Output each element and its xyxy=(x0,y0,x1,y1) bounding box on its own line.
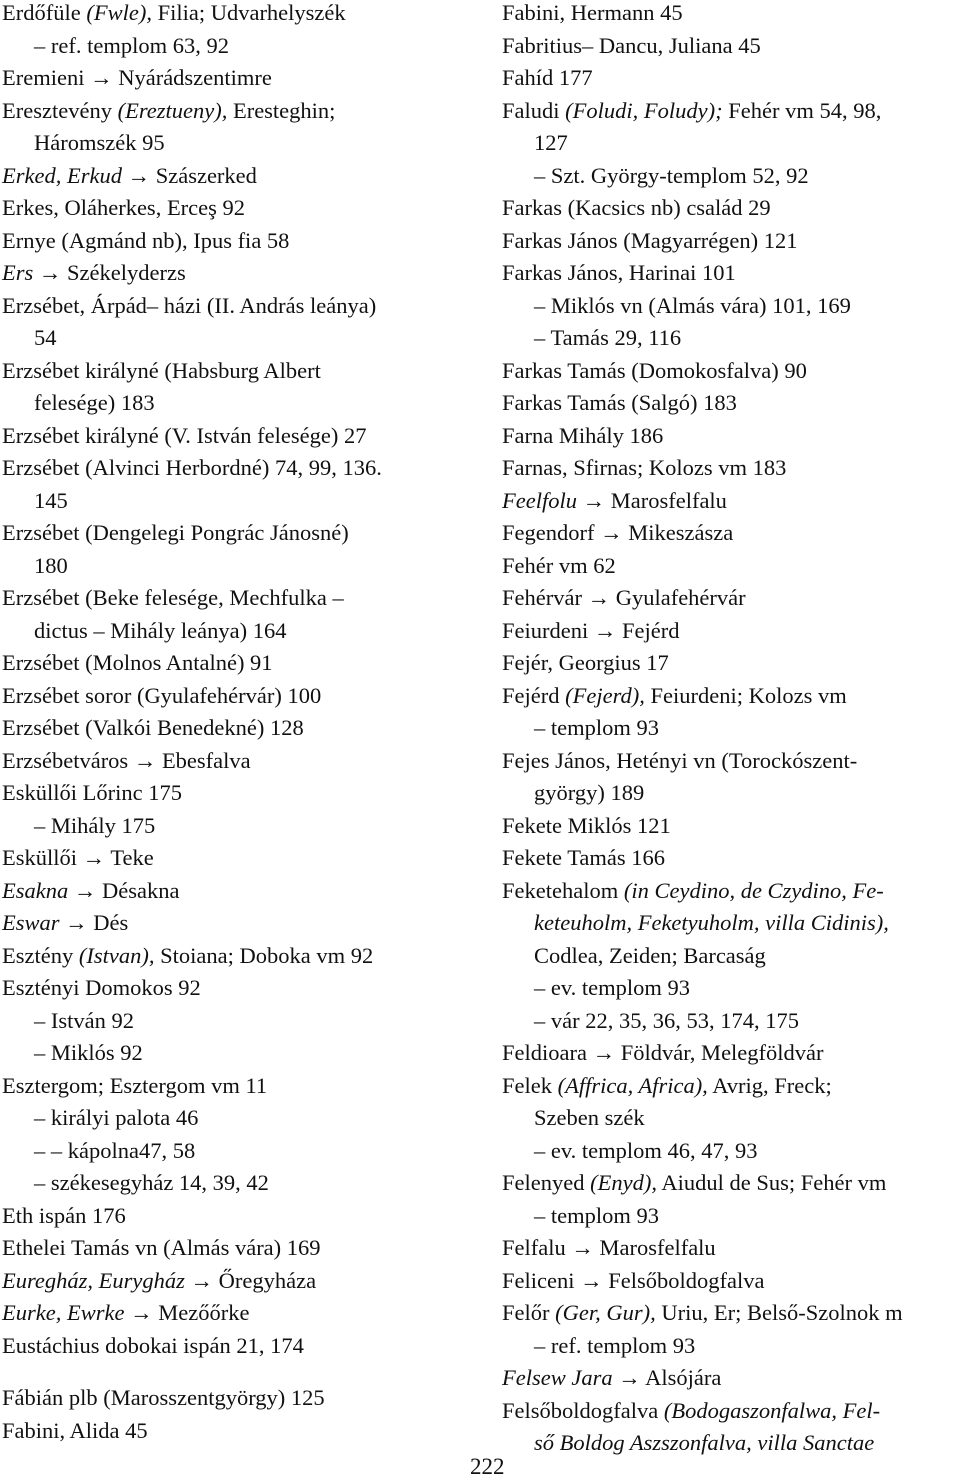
entry-text-italic: (Enyd), xyxy=(590,1170,657,1195)
index-entry-line xyxy=(502,813,958,846)
entry-text-italic: Euregház, Eurygház xyxy=(2,1267,185,1293)
entry-text: – István 92 xyxy=(34,1007,134,1033)
index-entry-line xyxy=(2,228,482,261)
index-entry-line xyxy=(2,715,482,748)
entry-text: Erzsébetváros → Ebesfalva xyxy=(2,747,251,773)
entry-text-italic: (Istvan), xyxy=(78,942,155,968)
entry-text: Fejérd xyxy=(502,682,566,708)
index-column-right xyxy=(502,0,958,1463)
entry-text: 145 xyxy=(34,487,68,513)
index-entry-line xyxy=(502,228,958,261)
entry-text: Aiudul de Sus; Fehér vm xyxy=(656,1170,887,1195)
entry-text: Farkas Tamás (Domokosfalva) 90 xyxy=(502,357,807,383)
entry-text-italic: Feelfolu xyxy=(502,487,577,513)
entry-text: Feiurdeni; Kolozs vm xyxy=(644,682,847,708)
index-entry-line xyxy=(502,520,958,553)
index-entry-line xyxy=(502,1430,958,1463)
index-entry-line xyxy=(502,1300,958,1333)
index-entry-line xyxy=(2,1333,482,1366)
entry-text: Esztergom; Esztergom vm 11 xyxy=(2,1072,268,1098)
entry-text: Erzsébet (Valkói Benedekné) 128 xyxy=(2,715,304,740)
entry-text: Avrig, Freck; xyxy=(707,1072,832,1098)
index-entry-line xyxy=(2,1385,482,1418)
index-entry-line xyxy=(2,1418,482,1451)
index-entry-line xyxy=(2,455,482,488)
entry-text: Háromszék 95 xyxy=(34,130,165,155)
entry-text: Farkas (Kacsics nb) család 29 xyxy=(502,195,771,220)
index-entry-line xyxy=(502,293,958,326)
entry-text: Fabini, Alida 45 xyxy=(2,1417,148,1443)
entry-text: Felőr xyxy=(502,1300,556,1325)
entry-text: Erzsébet királyné (V. István felesége) 27 xyxy=(2,422,367,448)
index-entry-line xyxy=(502,683,958,716)
entry-text: Fehér vm 62 xyxy=(502,552,616,578)
entry-text: Farkas János, Harinai 101 xyxy=(502,260,736,285)
entry-text-italic: (Fejerd), xyxy=(565,682,645,708)
entry-text-italic: Ers xyxy=(2,260,34,285)
index-entry-line xyxy=(2,780,482,813)
index-entry-line xyxy=(502,748,958,781)
entry-text: – Miklós vn (Almás vára) 101, 169 xyxy=(534,292,851,318)
entry-text: Felfalu → Marosfelfalu xyxy=(502,1235,716,1260)
index-entry-line xyxy=(502,1333,958,1366)
entry-text: Feketehalom xyxy=(502,877,624,903)
entry-text: Szeben szék xyxy=(534,1105,645,1130)
index-entry-line xyxy=(502,1138,958,1171)
entry-text: Erzsébet soror (Gyulafehérvár) 100 xyxy=(2,682,322,708)
index-entry-line xyxy=(502,0,958,33)
entry-text: → Szászerked xyxy=(121,162,257,188)
index-entry-line xyxy=(2,943,482,976)
entry-text: → Székelyderzs xyxy=(33,260,186,285)
index-entry-line xyxy=(502,1268,958,1301)
index-entry-line xyxy=(502,975,958,1008)
entry-text-italic: Eswar xyxy=(2,910,60,935)
index-entry-line xyxy=(2,650,482,683)
entry-text: Fekete Tamás 166 xyxy=(502,845,665,870)
index-entry-line xyxy=(2,65,482,98)
entry-text: Fegendorf → Mikeszásza xyxy=(502,520,734,545)
index-entry-line xyxy=(2,195,482,228)
entry-text: Ethelei Tamás vn (Almás vára) 169 xyxy=(2,1235,321,1260)
index-entry-line xyxy=(2,878,482,911)
entry-text-italic: (Affrica, Africa), xyxy=(557,1072,708,1098)
index-entry-line xyxy=(2,260,482,293)
entry-text: Esküllői Lőrinc 175 xyxy=(2,780,182,805)
index-entry-line xyxy=(502,1008,958,1041)
index-entry-line xyxy=(2,163,482,196)
index-entry-line xyxy=(502,163,958,196)
index-entry-line xyxy=(2,293,482,326)
entry-text: Felenyed xyxy=(502,1170,591,1195)
index-entry-line xyxy=(2,975,482,1008)
index-entry-line xyxy=(2,423,482,456)
index-entry-line xyxy=(2,130,482,163)
entry-text: felesége) 183 xyxy=(34,390,155,415)
entry-text: Feiurdeni → Fejérd xyxy=(502,617,680,643)
entry-text: Fejes János, Hetényi vn (Torockószent- xyxy=(502,747,858,773)
entry-text: Eremieni → Nyárádszentimre xyxy=(2,65,272,90)
entry-text: – székesegyház 14, 39, 42 xyxy=(34,1170,269,1195)
index-entry-line xyxy=(2,98,482,131)
index-entry-line xyxy=(2,813,482,846)
entry-text-italic: Eurke, Ewrke xyxy=(2,1300,125,1325)
index-entry-line xyxy=(2,488,482,521)
entry-text: – ev. templom 46, 47, 93 xyxy=(534,1137,758,1163)
entry-text: dictus – Mihály leánya) 164 xyxy=(34,617,287,643)
index-entry-line xyxy=(2,0,482,33)
entry-text: Eresteghin; xyxy=(227,97,336,123)
index-entry-line xyxy=(502,1040,958,1073)
index-entry-line xyxy=(2,1105,482,1138)
entry-text: Felek xyxy=(502,1072,558,1098)
index-entry-line xyxy=(502,1203,958,1236)
entry-text-italic: (Fwle), xyxy=(86,0,152,25)
index-entry-line xyxy=(502,423,958,456)
index-entry-line xyxy=(502,1398,958,1431)
entry-text: Stoiana; Doboka vm 92 xyxy=(154,942,374,968)
index-entry-line xyxy=(502,325,958,358)
index-entry-line xyxy=(2,1170,482,1203)
index-entry-line xyxy=(502,65,958,98)
entry-text-italic: (in Ceydino, de Czydino, Fe- xyxy=(623,877,884,903)
entry-text: Erdőfüle xyxy=(2,0,87,25)
entry-text: Fábián plb (Marosszentgyörgy) 125 xyxy=(2,1385,325,1410)
index-entry-line xyxy=(2,618,482,651)
index-entry-line xyxy=(2,1008,482,1041)
index-entry-line xyxy=(502,130,958,163)
entry-text: 54 xyxy=(34,325,57,350)
entry-text: → Őregyháza xyxy=(184,1267,317,1293)
index-column-left xyxy=(2,0,482,1450)
entry-text: Codlea, Zeiden; Barcaság xyxy=(534,942,766,968)
index-entry-line xyxy=(502,1170,958,1203)
entry-text: Feldioara → Földvár, Melegföldvár xyxy=(502,1040,824,1065)
entry-text: Erzsébet (Beke felesége, Mechfulka – xyxy=(2,585,344,610)
index-entry-line xyxy=(2,1300,482,1333)
entry-text: – Tamás 29, 116 xyxy=(534,325,682,350)
index-entry-line xyxy=(502,488,958,521)
index-entry-line xyxy=(2,845,482,878)
page-number: 222 xyxy=(470,1454,505,1479)
entry-text: Farkas Tamás (Salgó) 183 xyxy=(502,390,737,415)
entry-text: → Marosfelfalu xyxy=(576,487,727,513)
index-entry-line xyxy=(502,943,958,976)
entry-text: Fehérvár → Gyulafehérvár xyxy=(502,585,746,610)
entry-text: Eresztevény xyxy=(2,97,118,123)
entry-text-italic: Felsew Jara xyxy=(502,1365,613,1390)
entry-text: Esztényi Domokos 92 xyxy=(2,975,201,1000)
index-entry-line xyxy=(502,553,958,586)
entry-text: Faludi xyxy=(502,97,566,123)
entry-text-italic: Erked, Erkud xyxy=(2,162,122,188)
index-entry-line xyxy=(502,1365,958,1398)
entry-text: 127 xyxy=(534,130,568,155)
entry-text: Feliceni → Felsőboldogfalva xyxy=(502,1267,765,1293)
index-entry-line xyxy=(2,683,482,716)
entry-text: Fekete Miklós 121 xyxy=(502,812,671,838)
index-entry-line xyxy=(502,390,958,423)
entry-text: Esztény xyxy=(2,942,79,968)
index-entry-line xyxy=(2,390,482,423)
entry-text-italic: (Bodogaszonfalwa, Fel- xyxy=(663,1397,881,1423)
entry-text: Farkas János (Magyarrégen) 121 xyxy=(502,227,798,253)
entry-text: Farnas, Sfirnas; Kolozs vm 183 xyxy=(502,455,787,480)
entry-text: – Miklós 92 xyxy=(34,1040,143,1065)
index-entry-line xyxy=(2,1268,482,1301)
entry-text: Felsőboldogfalva xyxy=(502,1397,664,1423)
index-entry-line xyxy=(502,358,958,391)
index-entry-line xyxy=(2,1235,482,1268)
index-entry-line xyxy=(502,260,958,293)
entry-text: Erzsébet (Molnos Antalné) 91 xyxy=(2,650,273,675)
entry-text: → Dés xyxy=(59,910,129,935)
entry-text: – Szt. György-templom 52, 92 xyxy=(534,162,809,188)
index-entry-line xyxy=(502,780,958,813)
entry-text: – ev. templom 93 xyxy=(534,975,691,1000)
entry-text: Ernye (Agmánd nb), Ipus fia 58 xyxy=(2,227,290,253)
entry-text: Farna Mihály 186 xyxy=(502,422,664,448)
entry-text: – ref. templom 93 xyxy=(534,1332,696,1358)
index-entry-line xyxy=(2,325,482,358)
entry-text-italic: (Foludi, Foludy); xyxy=(565,97,723,123)
entry-text-italic: (Ereztueny), xyxy=(117,97,228,123)
entry-text-italic: Esakna xyxy=(2,877,69,903)
entry-text: → Alsójára xyxy=(612,1365,722,1390)
index-entry-line xyxy=(502,618,958,651)
entry-text: Eustáchius dobokai ispán 21, 174 xyxy=(2,1332,304,1358)
entry-text: Erzsébet királyné (Habsburg Albert xyxy=(2,357,321,383)
entry-text: györgy) 189 xyxy=(534,780,645,805)
index-entry-line xyxy=(502,1235,958,1268)
entry-text: → Mezőőrke xyxy=(124,1300,250,1325)
index-entry-line xyxy=(502,98,958,131)
index-entry-line xyxy=(502,195,958,228)
index-entry-line xyxy=(502,585,958,618)
entry-text: – templom 93 xyxy=(534,715,659,740)
index-entry-line xyxy=(502,33,958,66)
index-entry-line xyxy=(2,910,482,943)
entry-text: Esküllői → Teke xyxy=(2,845,154,870)
entry-text: Filia; Udvarhelyszék xyxy=(151,0,346,25)
index-entry-line xyxy=(2,33,482,66)
index-entry-line xyxy=(2,358,482,391)
entry-text: Erkes, Oláherkes, Erceş 92 xyxy=(2,195,246,220)
entry-text: Fabini, Hermann 45 xyxy=(502,0,683,25)
entry-text: Fabritius– Dancu, Juliana 45 xyxy=(502,32,761,58)
index-entry-line xyxy=(502,455,958,488)
index-entry-line xyxy=(2,553,482,586)
index-entry-line xyxy=(502,1073,958,1106)
index-entry-line xyxy=(502,1105,958,1138)
entry-text: 180 xyxy=(34,552,68,578)
index-entry-line xyxy=(2,1203,482,1236)
entry-text: – vár 22, 35, 36, 53, 174, 175 xyxy=(534,1007,799,1033)
index-entry-line xyxy=(502,878,958,911)
index-entry-line xyxy=(502,910,958,943)
entry-text: Fehér vm 54, 98, xyxy=(722,97,882,123)
index-entry-line xyxy=(2,1138,482,1171)
entry-text: – – kápolna47, 58 xyxy=(34,1137,196,1163)
entry-text: Uriu, Er; Belső-Szolnok m xyxy=(655,1300,903,1325)
index-entry-line xyxy=(2,748,482,781)
index-entry-line xyxy=(2,1073,482,1106)
entry-text: – királyi palota 46 xyxy=(34,1105,199,1130)
entry-text: – templom 93 xyxy=(534,1202,659,1228)
entry-text-italic: (Ger, Gur), xyxy=(555,1300,656,1325)
index-entry-line xyxy=(502,715,958,748)
index-entry-line xyxy=(2,520,482,553)
index-entry-line xyxy=(2,1040,482,1073)
entry-text: Eth ispán 176 xyxy=(2,1202,126,1228)
index-entry-line xyxy=(502,845,958,878)
entry-text: Erzsébet (Alvinci Herbordné) 74, 99, 136. xyxy=(2,455,382,480)
entry-text: Erzsébet, Árpád– házi (II. András leánya) xyxy=(2,292,377,318)
entry-text: – ref. templom 63, 92 xyxy=(34,32,229,58)
entry-text: → Désakna xyxy=(68,877,180,903)
entry-text-italic: keteuholm, Feketyuholm, villa Cidinis), xyxy=(534,910,889,935)
entry-text: Erzsébet (Dengelegi Pongrác Jánosné) xyxy=(2,520,349,545)
entry-text-italic: ső Boldog Aszszonfalva, villa Sanctae xyxy=(534,1430,875,1455)
index-entry-line xyxy=(2,585,482,618)
entry-text: Fahíd 177 xyxy=(502,65,593,90)
index-entry-line xyxy=(502,650,958,683)
entry-text: – Mihály 175 xyxy=(34,812,156,838)
entry-text: Fejér, Georgius 17 xyxy=(502,650,669,675)
